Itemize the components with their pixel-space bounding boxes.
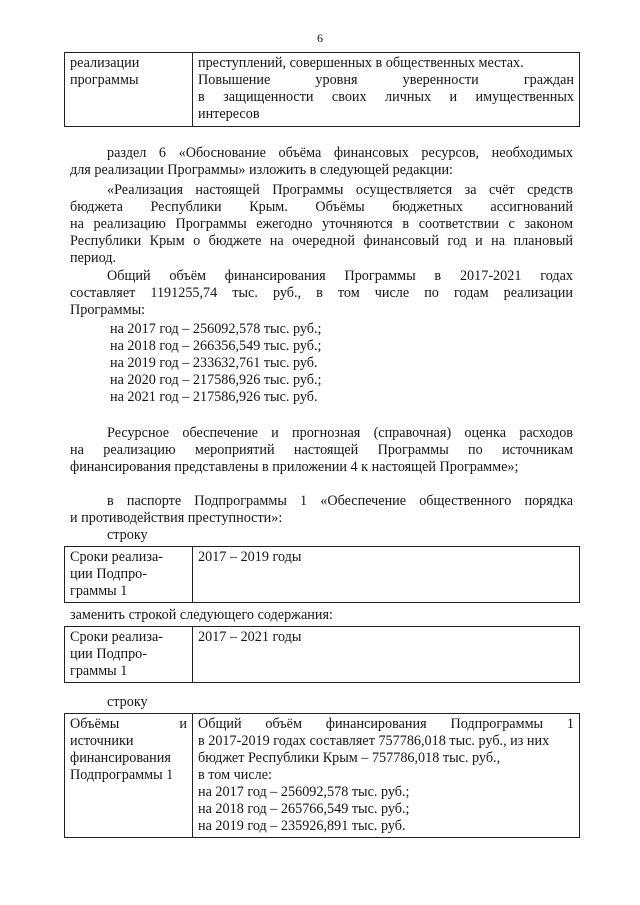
page-number: 6 <box>317 31 323 45</box>
cell-line: бюджет Республики Крым – 757786,018 тыс. руб., <box>198 750 501 766</box>
cell-line: граммы 1 <box>70 583 128 599</box>
term-table-new-left <box>65 627 193 683</box>
section6-p2-line5: период. <box>70 250 117 266</box>
term-table-new <box>64 626 580 683</box>
top-table <box>64 52 580 127</box>
cell-line: реализации <box>70 55 140 71</box>
passport-intro-line2: и противодействия преступности»: <box>70 510 283 526</box>
section6-p4-line1: Ресурсное обеспечение и прогнозная (справочная) оценка расходов <box>107 425 573 441</box>
cell-line: ции Подпро- <box>70 566 147 582</box>
section6-p3-line1: Общий объём финансирования Программы в 2017-2021 годах <box>107 268 573 284</box>
cell-line: Повышение уровня уверенности граждан <box>198 72 574 88</box>
cell-line: интересов <box>198 106 260 122</box>
cell-line: Подпрограммы 1 <box>70 767 174 783</box>
cell-line: в защищенности своих личных и имущественных <box>198 89 574 105</box>
cell-line: программы <box>70 72 139 88</box>
cell-line: Сроки реализа- <box>70 629 163 645</box>
section6-p4-line2: на реализацию мероприятий настоящей Программы по источникам <box>70 442 573 458</box>
section6-p2-line2: бюджета Республики Крым. Объёмы бюджетных ассигнований <box>70 199 573 215</box>
year-line: на 2019 год – 233632,761 тыс. руб. <box>110 355 318 371</box>
cell-line: в 2017-2019 годах составляет 757786,018 тыс. руб., из них <box>198 733 550 749</box>
cell-line: преступлений, совершенных в общественных местах. <box>198 55 524 71</box>
replace-text: заменить строкой следующего содержания: <box>70 607 333 623</box>
cell-line: в том числе: <box>198 767 272 783</box>
cell-line: на 2019 год – 235926,891 тыс. руб. <box>198 818 406 834</box>
passport-intro-line1: в паспорте Подпрограммы 1 «Обеспечение общественного порядка <box>107 493 573 509</box>
section6-p2-line3: на реализацию Программы ежегодно уточняются в соответствии с законом <box>70 216 573 232</box>
row-word: строку <box>107 527 148 543</box>
top-table-right-cell <box>193 53 580 127</box>
term-table-new-right: 2017 – 2021 годы <box>193 627 580 683</box>
top-table-left-cell <box>65 53 193 127</box>
term-table-old-right: 2017 – 2019 годы <box>193 547 580 603</box>
funding-table <box>64 713 580 838</box>
cell-line: источники <box>70 733 134 749</box>
section6-p4-line3: финансирования представлены в приложении 4 к настоящей Программе»; <box>70 459 519 475</box>
cell-line: на 2018 год – 265766,549 тыс. руб.; <box>198 801 410 817</box>
term-table-old <box>64 546 580 603</box>
cell-line: финансирования <box>70 750 171 766</box>
cell-line: граммы 1 <box>70 663 128 679</box>
section6-p3-line3: Программы: <box>70 302 146 318</box>
cell-line: Общий объём финансирования Подпрограммы 1 <box>198 716 574 732</box>
section6-p3-line2: составляет 1191255,74 тыс. руб., в том числе по годам реализации <box>70 285 573 301</box>
section6-p1-line1: раздел 6 «Обоснование объёма финансовых ресурсов, необходимых <box>107 145 573 161</box>
funding-table-right <box>193 714 580 838</box>
year-line: на 2017 год – 256092,578 тыс. руб.; <box>110 321 322 337</box>
cell-line: ции Подпро- <box>70 646 147 662</box>
section6-p2-line4: Республики Крым о бюджете на очередной финансовый год и на плановый <box>70 233 573 249</box>
section6-p1-line2: для реализации Программы» изложить в следующей редакции: <box>70 162 453 178</box>
year-line: на 2021 год – 217586,926 тыс. руб. <box>110 389 318 405</box>
year-line: на 2018 год – 266356,549 тыс. руб.; <box>110 338 322 354</box>
row-word-2: строку <box>107 694 148 710</box>
term-table-old-left <box>65 547 193 603</box>
cell-line: Сроки реализа- <box>70 549 163 565</box>
section6-p2-line1: «Реализация настоящей Программы осуществляется за счёт средств <box>107 182 573 198</box>
year-line: на 2020 год – 217586,926 тыс. руб.; <box>110 372 322 388</box>
funding-table-left <box>65 714 193 838</box>
cell-line: на 2017 год – 256092,578 тыс. руб.; <box>198 784 410 800</box>
cell-line: Объёмы и <box>70 716 187 732</box>
